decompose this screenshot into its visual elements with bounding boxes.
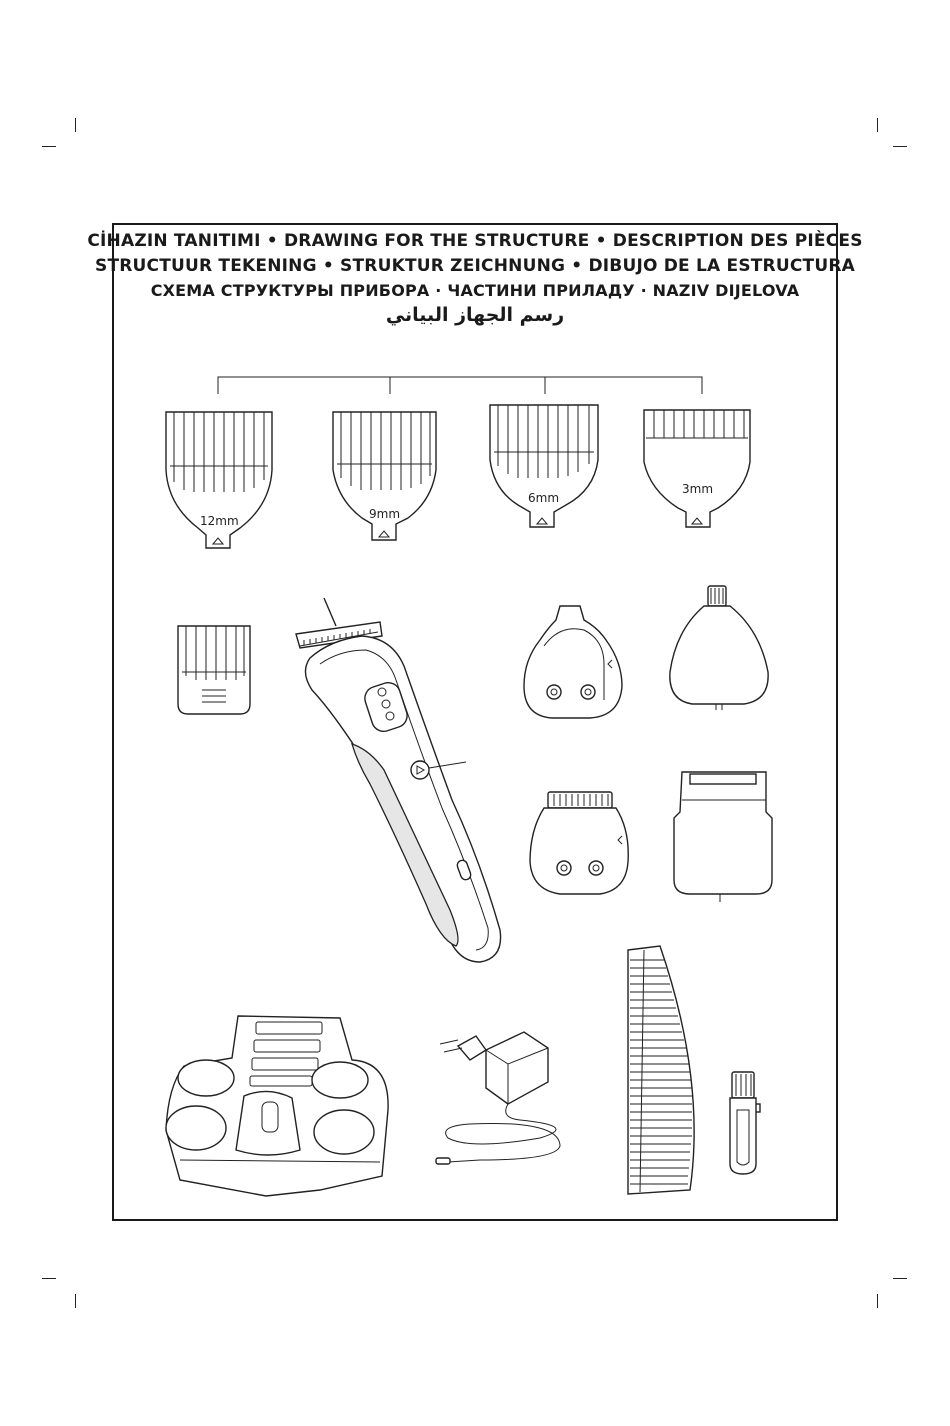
hair-clipper-main-unit [296,598,501,962]
title-line-3: СХЕМА СТРУКТУРЫ ПРИБОРА · ЧАСТИНИ ПРИЛАДУ · NAZIV DIJELOVA [150,281,800,300]
small-comb-attachment [178,626,250,714]
comb-attachment-12mm [166,412,272,548]
title-line-2: STRUCTUUR TEKENING • STRUKTUR ZEICHNUNG • DIBUJO DE LA ESTRUCTURA [95,256,855,276]
comb-label-12mm: 12mm [200,514,239,528]
nose-trimmer-head [670,586,768,710]
styling-comb [628,946,694,1194]
beard-trimmer-head [530,792,628,894]
charging-stand [166,1016,388,1196]
shaver-head [674,772,772,902]
comb-attachment-3mm [644,410,750,527]
comb-attachment-9mm [333,412,436,540]
comb-label-3mm: 3mm [682,482,714,496]
title-line-1: CİHAZIN TANITIMI • DRAWING FOR THE STRUCTURE • DESCRIPTION DES PIÈCES [87,231,863,251]
title-line-4: رسم الجهاز البياني [385,304,565,326]
ac-adapter [436,1032,560,1164]
comb-attachment-6mm [490,405,598,527]
comb-label-9mm: 9mm [369,507,401,521]
comb-bracket [218,377,702,394]
cleaning-brush [730,1072,760,1174]
precision-trimmer-head [524,606,622,718]
comb-label-6mm: 6mm [528,491,560,505]
